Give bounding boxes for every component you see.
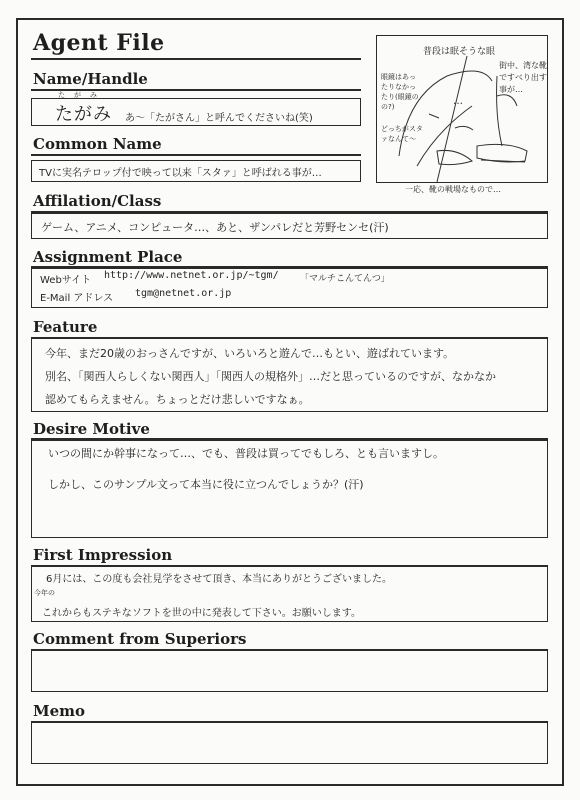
sketch-right-note: 街中、湾な靴ですべり出す事が… (499, 61, 547, 94)
email-label: E-Mail アドレス (40, 293, 114, 304)
common-name-value: TVに実名テロップ付で映って以来「スタァ」と呼ばれる事が… (39, 168, 322, 179)
common-name-rule (31, 154, 361, 156)
affiliation-value: ゲーム、アニメ、コンピュータ…、あと、ザンパレだと芳野センセ(汗) (41, 221, 389, 234)
name-note: あ～「たがさん」と呼んでくださいね(笑) (125, 113, 313, 124)
sketch-panel (376, 35, 548, 183)
comment-field[interactable] (31, 650, 548, 692)
name-handle-label: Name/Handle (33, 70, 148, 88)
sketch-caption: 一応、靴の戦場なもので… (405, 185, 501, 194)
sketch-top-caption: 普段は眠そうな眼 (423, 47, 496, 57)
feature-line-1: 今年、まだ20歳のおっさんですが、いろいろと遊んで…もとい、遊ばれています。 (45, 347, 455, 360)
feature-label: Feature (33, 318, 98, 336)
memo-label: Memo (33, 702, 86, 720)
desire-line-1: いつの間にか幹事になって…、でも、普段は買ってでもしろ、とも言いますし。 (48, 447, 444, 460)
first-impression-side-note: 今年の (34, 589, 55, 597)
web-site-name: 「マルチこんてんつ」 (300, 274, 390, 284)
name-value: たがみ (55, 104, 112, 125)
first-impression-line-2: これからもステキなソフトを世の中に発表して下さい。お願いします。 (42, 608, 361, 619)
title-underline (31, 58, 361, 60)
feature-line-2: 別名、「関西人らしくない関西人」「関西人の規格外」…だと思っているのですが、なかなか (45, 370, 496, 383)
affiliation-label: Affilation/Class (33, 192, 162, 210)
sketch-middle-note: どっちがスタァなんて～ (381, 125, 423, 143)
comment-label: Comment from Superiors (33, 630, 247, 648)
assignment-label: Assignment Place (33, 248, 183, 266)
page-title: Agent File (33, 30, 165, 56)
memo-field[interactable] (31, 722, 548, 764)
first-impression-label: First Impression (33, 546, 173, 564)
sketch-dots: … (453, 96, 463, 107)
feature-line-3: 認めてもらえません。ちょっとだけ悲しいですなぁ。 (45, 393, 310, 406)
desire-label: Desire Motive (33, 420, 150, 438)
common-name-label: Common Name (33, 135, 162, 153)
email-link[interactable]: tgm@netnet.or.jp (135, 288, 232, 299)
web-label: Webサイト (40, 275, 92, 286)
web-url-link[interactable]: http://www.netnet.or.jp/~tgm/ (104, 270, 279, 281)
sketch-left-note: 眼鏡はあったりなかったり(眼鏡のの?) (381, 73, 419, 111)
name-furigana: たがみ (58, 91, 106, 99)
desire-line-2: しかし、このサンプル文って本当に役に立つんでしょうか？(汗) (48, 478, 364, 491)
first-impression-line-1: 6月には、この度も会社見学をさせて頂き、本当にありがとうございました。 (46, 574, 392, 585)
